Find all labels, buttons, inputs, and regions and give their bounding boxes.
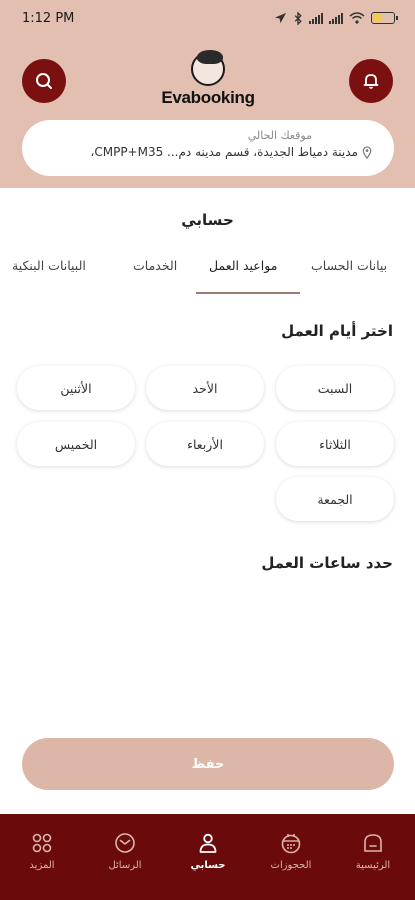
nav-bookings[interactable] xyxy=(256,830,326,871)
tab-account-info[interactable]: بيانات الحساب xyxy=(311,258,388,273)
profile-icon xyxy=(196,831,220,855)
brand-name: Evabooking xyxy=(161,88,255,107)
status-time: 1:12 PM xyxy=(22,10,75,26)
more-grid-icon xyxy=(30,831,54,855)
bottom-navigation xyxy=(0,814,415,900)
active-tab-indicator xyxy=(196,292,300,294)
location-label: موقعك الحالي xyxy=(247,129,312,142)
nav-home[interactable] xyxy=(338,830,408,871)
search-icon xyxy=(34,71,54,91)
messages-icon xyxy=(113,831,137,855)
battery-icon xyxy=(371,12,395,24)
current-location-card[interactable] xyxy=(22,120,394,176)
calendar-icon xyxy=(279,831,303,855)
nav-messages[interactable] xyxy=(90,830,160,871)
brand-logo xyxy=(156,52,260,110)
day-monday[interactable]: الأثنين xyxy=(17,366,135,410)
tab-working-hours[interactable]: مواعيد العمل xyxy=(209,258,278,273)
day-friday[interactable]: الجمعة xyxy=(276,477,394,521)
signal-icon-2 xyxy=(329,12,343,24)
tab-services[interactable]: الخدمات xyxy=(133,258,178,273)
location-arrow-icon xyxy=(274,12,287,25)
account-tabs xyxy=(0,250,415,294)
signal-icon xyxy=(309,12,323,24)
day-tuesday[interactable]: الثلاثاء xyxy=(276,422,394,466)
location-address: مدينة دمياط الجديدة، قسم مدينه دم... CMPP+M35، xyxy=(90,145,358,159)
nav-more[interactable] xyxy=(7,830,77,871)
wifi-icon xyxy=(349,12,365,24)
day-thursday[interactable]: الخميس xyxy=(17,422,135,466)
bell-icon xyxy=(361,71,381,91)
nav-profile-label: حسابي xyxy=(190,860,226,871)
bluetooth-icon xyxy=(293,12,303,25)
nav-bookings-label: الحجوزات xyxy=(270,860,312,871)
day-wednesday[interactable]: الأربعاء xyxy=(146,422,264,466)
nav-profile[interactable] xyxy=(173,830,243,871)
search-button[interactable] xyxy=(22,59,66,103)
notifications-button[interactable] xyxy=(349,59,393,103)
page-title: حسابي xyxy=(181,211,234,229)
day-saturday[interactable]: السبت xyxy=(276,366,394,410)
logo-face-icon xyxy=(191,52,225,86)
save-button[interactable]: حفظ xyxy=(22,738,394,790)
work-hours-title: حدد ساعات العمل xyxy=(261,554,393,572)
home-icon xyxy=(361,831,385,855)
tab-bank-details[interactable]: البيانات البنكية xyxy=(12,258,86,273)
location-pin-icon xyxy=(362,146,372,159)
nav-more-label: المزيد xyxy=(29,860,55,871)
day-sunday[interactable]: الأحد xyxy=(146,366,264,410)
work-days-title: اختر أيام العمل xyxy=(281,322,393,340)
nav-home-label: الرئيسية xyxy=(355,860,391,871)
status-bar xyxy=(0,0,415,36)
nav-messages-label: الرسائل xyxy=(108,860,142,871)
status-icons xyxy=(274,12,395,25)
